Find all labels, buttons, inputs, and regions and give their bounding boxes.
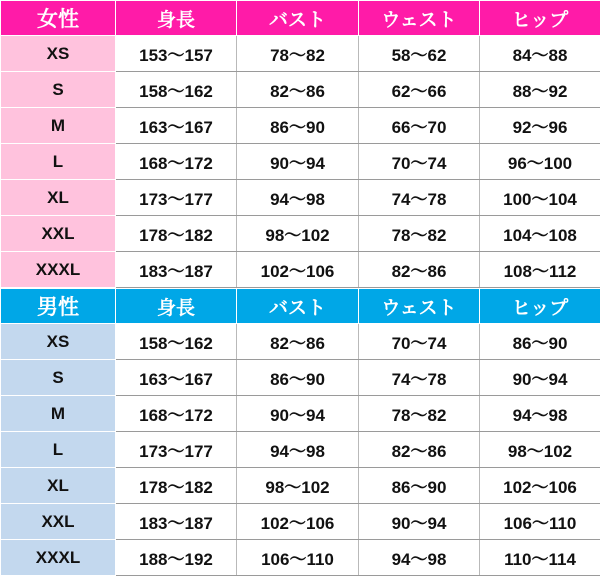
table-row (1, 540, 600, 576)
female-row-0-height: 153〜157 (116, 36, 237, 72)
female-row-1-waist: 62〜66 (359, 72, 480, 108)
male-row-3-height: 173〜177 (116, 432, 237, 468)
male-row-4-hip: 102〜106 (480, 468, 600, 504)
male-header-hip: ヒップ (480, 289, 600, 324)
female-row-4-height: 173〜177 (116, 180, 237, 216)
table-row (1, 324, 600, 360)
female-row-1-hip: 88〜92 (480, 72, 600, 108)
male-row-3-waist: 82〜86 (359, 432, 480, 468)
table-row (1, 216, 600, 252)
female-row-2-bust: 86〜90 (237, 108, 359, 144)
male-row-1-waist: 74〜78 (359, 360, 480, 396)
male-row-6-size: XXXL (1, 540, 116, 576)
female-row-2-waist: 66〜70 (359, 108, 480, 144)
female-row-0-hip: 84〜88 (480, 36, 600, 72)
male-row-6-waist: 94〜98 (359, 540, 480, 576)
male-row-1-hip: 90〜94 (480, 360, 600, 396)
male-row-0-size: XS (1, 324, 116, 360)
female-row-2-height: 163〜167 (116, 108, 237, 144)
male-row-4-size: XL (1, 468, 116, 504)
female-row-3-waist: 70〜74 (359, 144, 480, 180)
male-row-0-bust: 82〜86 (237, 324, 359, 360)
female-row-4-size: XL (1, 180, 116, 216)
male-header-gender: 男性 (1, 289, 116, 324)
table-row (1, 144, 600, 180)
female-row-3-height: 168〜172 (116, 144, 237, 180)
table-row (1, 108, 600, 144)
table-row (1, 396, 600, 432)
table-row (1, 504, 600, 540)
male-row-2-height: 168〜172 (116, 396, 237, 432)
male-row-4-height: 178〜182 (116, 468, 237, 504)
female-row-0-bust: 78〜82 (237, 36, 359, 72)
male-row-6-hip: 110〜114 (480, 540, 600, 576)
female-table-header-row (1, 1, 600, 36)
male-row-5-hip: 106〜110 (480, 504, 600, 540)
female-row-1-bust: 82〜86 (237, 72, 359, 108)
male-row-0-height: 158〜162 (116, 324, 237, 360)
table-row (1, 180, 600, 216)
male-row-0-hip: 86〜90 (480, 324, 600, 360)
female-row-6-size: XXXL (1, 252, 116, 288)
female-row-1-height: 158〜162 (116, 72, 237, 108)
male-header-waist: ウェスト (359, 289, 480, 324)
male-header-bust: バスト (237, 289, 359, 324)
male-header-height: 身長 (116, 289, 237, 324)
table-row (1, 360, 600, 396)
female-row-1-size: S (1, 72, 116, 108)
female-row-6-waist: 82〜86 (359, 252, 480, 288)
male-row-4-waist: 86〜90 (359, 468, 480, 504)
female-row-3-size: L (1, 144, 116, 180)
male-row-1-size: S (1, 360, 116, 396)
male-row-5-height: 183〜187 (116, 504, 237, 540)
male-row-0-waist: 70〜74 (359, 324, 480, 360)
female-row-3-hip: 96〜100 (480, 144, 600, 180)
female-row-2-size: M (1, 108, 116, 144)
male-row-4-bust: 98〜102 (237, 468, 359, 504)
male-row-2-hip: 94〜98 (480, 396, 600, 432)
male-row-2-waist: 78〜82 (359, 396, 480, 432)
female-row-5-hip: 104〜108 (480, 216, 600, 252)
table-row (1, 252, 600, 288)
female-row-5-height: 178〜182 (116, 216, 237, 252)
female-row-5-size: XXL (1, 216, 116, 252)
female-row-6-height: 183〜187 (116, 252, 237, 288)
female-row-6-hip: 108〜112 (480, 252, 600, 288)
male-row-5-size: XXL (1, 504, 116, 540)
male-row-3-bust: 94〜98 (237, 432, 359, 468)
female-header-bust: バスト (237, 1, 359, 36)
female-row-0-size: XS (1, 36, 116, 72)
male-row-3-size: L (1, 432, 116, 468)
female-header-height: 身長 (116, 1, 237, 36)
table-row (1, 36, 600, 72)
male-row-6-height: 188〜192 (116, 540, 237, 576)
female-row-5-bust: 98〜102 (237, 216, 359, 252)
male-table-header-row (1, 289, 600, 324)
female-row-6-bust: 102〜106 (237, 252, 359, 288)
male-row-1-bust: 86〜90 (237, 360, 359, 396)
female-row-3-bust: 90〜94 (237, 144, 359, 180)
female-row-4-waist: 74〜78 (359, 180, 480, 216)
table-row (1, 72, 600, 108)
female-row-5-waist: 78〜82 (359, 216, 480, 252)
male-row-1-height: 163〜167 (116, 360, 237, 396)
table-row (1, 468, 600, 504)
female-row-0-waist: 58〜62 (359, 36, 480, 72)
male-row-6-bust: 106〜110 (237, 540, 359, 576)
male-row-5-bust: 102〜106 (237, 504, 359, 540)
male-row-2-size: M (1, 396, 116, 432)
female-header-hip: ヒップ (480, 1, 600, 36)
female-row-2-hip: 92〜96 (480, 108, 600, 144)
male-row-2-bust: 90〜94 (237, 396, 359, 432)
female-header-waist: ウェスト (359, 1, 480, 36)
table-row (1, 432, 600, 468)
female-row-4-bust: 94〜98 (237, 180, 359, 216)
female-header-gender: 女性 (1, 1, 116, 36)
female-row-4-hip: 100〜104 (480, 180, 600, 216)
male-row-5-waist: 90〜94 (359, 504, 480, 540)
male-row-3-hip: 98〜102 (480, 432, 600, 468)
male-size-table (0, 288, 600, 576)
